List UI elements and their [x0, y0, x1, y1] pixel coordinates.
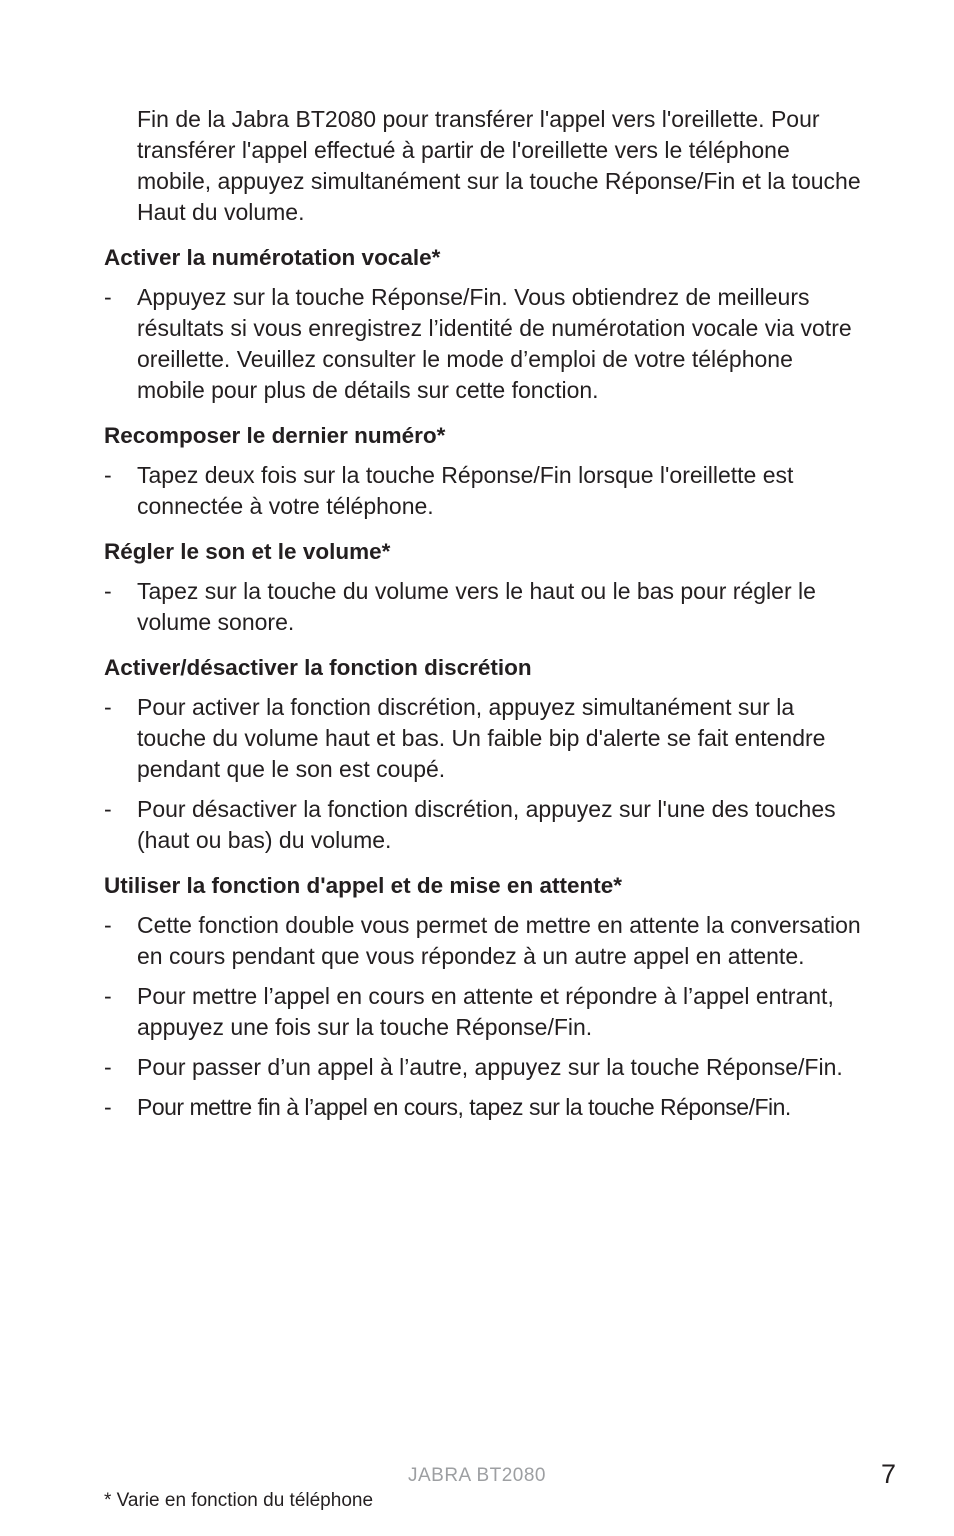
item-text: Tapez deux fois sur la touche Réponse/Fin lorsque l'oreillette est connectée à votre téléphone.: [137, 462, 794, 519]
section-voice-dialing: [104, 243, 864, 406]
item-list: [104, 282, 864, 406]
section-mute: [104, 653, 864, 856]
item-list: [104, 910, 864, 1123]
bullet-dash: -: [104, 1094, 112, 1120]
section-redial: [104, 421, 864, 522]
item-text: Appuyez sur la touche Réponse/Fin. Vous obtiendrez de meilleurs résultats si vous enregistrez l’identité de numérotation vocale via votre oreillette. Veuillez consulter le mode d’emploi de votre téléphone mobile pour plus de détails sur cette fonction.: [137, 284, 852, 403]
list-item: [104, 460, 864, 522]
list-item: [104, 981, 864, 1043]
section-heading: Utiliser la fonction d'appel et de mise en attente*: [104, 873, 622, 898]
list-item: [104, 282, 864, 406]
footer-brand: JABRA BT2080: [407, 1465, 547, 1486]
section-heading: Activer/désactiver la fonction discrétion: [104, 655, 532, 680]
list-item: [104, 692, 864, 785]
item-list: [104, 692, 864, 856]
bullet-dash: -: [104, 912, 112, 938]
bullet-dash: -: [104, 796, 112, 822]
item-text: Pour activer la fonction discrétion, appuyez simultanément sur la touche du volume haut et bas. Un faible bip d'alerte se fait entendre pendant que le son est coupé.: [137, 694, 826, 782]
section-heading: Activer la numérotation vocale*: [104, 245, 441, 270]
bullet-dash: -: [104, 578, 112, 604]
bullet-dash: -: [104, 983, 112, 1009]
section-heading: Recomposer le dernier numéro*: [104, 423, 446, 448]
list-item: [104, 576, 864, 638]
bullet-dash: -: [104, 1054, 112, 1080]
page-number: 7: [880, 1459, 896, 1489]
bullet-dash: -: [104, 284, 112, 310]
section-call-waiting: [104, 871, 864, 1123]
list-item: [104, 1092, 864, 1123]
list-item: [104, 1052, 864, 1083]
item-text: Tapez sur la touche du volume vers le haut ou le bas pour régler le volume sonore.: [137, 578, 816, 635]
page-content: [104, 104, 864, 1123]
list-item: [104, 794, 864, 856]
item-text: Cette fonction double vous permet de mettre en attente la conversation en cours pendant que vous répondez à un autre appel en attente.: [137, 912, 861, 969]
item-list: [104, 576, 864, 638]
bullet-dash: -: [104, 694, 112, 720]
section-volume: [104, 537, 864, 638]
bullet-dash: -: [104, 462, 112, 488]
footnote: * Varie en fonction du téléphone: [104, 1490, 374, 1511]
section-heading: Régler le son et le volume*: [104, 539, 391, 564]
intro-paragraph: Fin de la Jabra BT2080 pour transférer l'appel vers l'oreillette. Pour transférer l'appel effectué à partir de l'oreillette vers le téléphone mobile, appuyez simultanément sur la touche Réponse/Fin et la touche Haut du volume.: [137, 106, 861, 225]
item-text: Pour passer d’un appel à l’autre, appuyez sur la touche Réponse/Fin.: [137, 1054, 843, 1080]
list-item: [104, 910, 864, 972]
item-text: Pour mettre fin à l’appel en cours, tapez sur la touche Réponse/Fin.: [137, 1094, 791, 1120]
item-text: Pour mettre l’appel en cours en attente et répondre à l’appel entrant, appuyez une fois sur la touche Réponse/Fin.: [137, 983, 834, 1040]
item-list: [104, 460, 864, 522]
item-text: Pour désactiver la fonction discrétion, appuyez sur l'une des touches (haut ou bas) du volume.: [137, 796, 836, 853]
